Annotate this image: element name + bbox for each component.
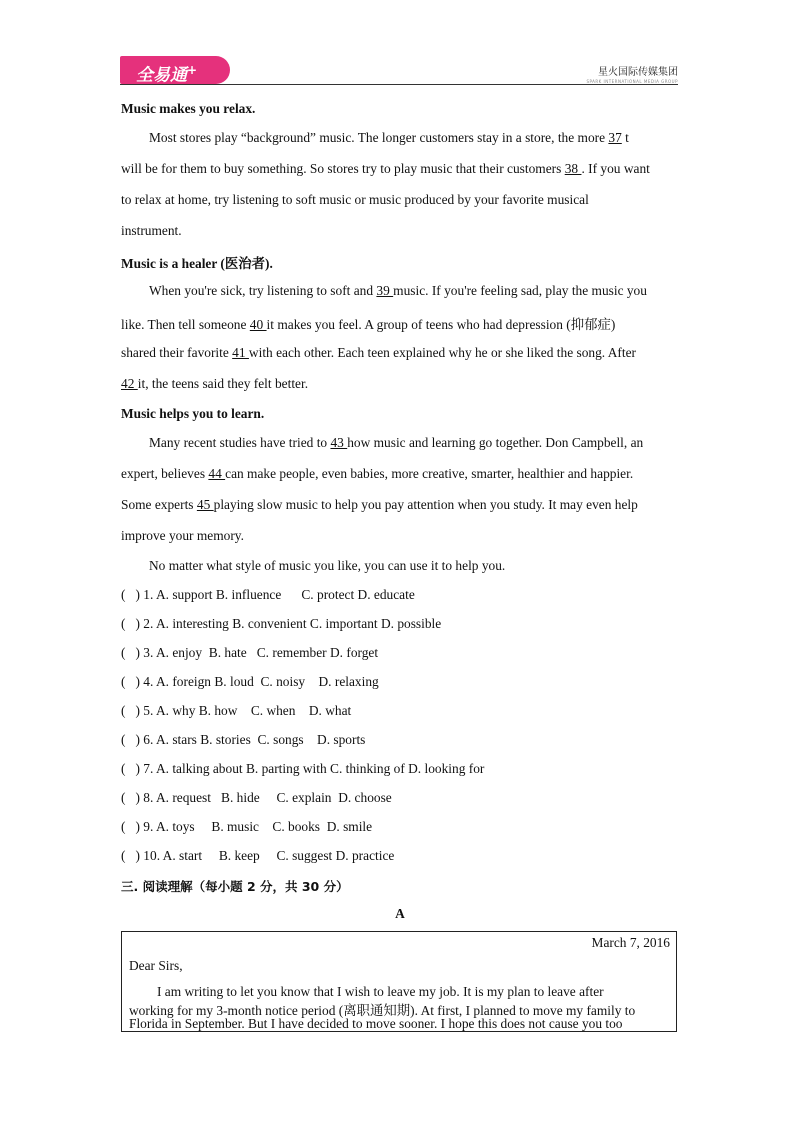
question-option-10: ( ) 10. A. start B. keep C. suggest D. practice [121,848,395,863]
blank-39: 39 [376,283,394,298]
paragraph-line: shared their favorite 41 with each other. Each teen explained why he or she liked the song. After [121,345,637,360]
paragraph-line: When you're sick, try listening to soft and 39 music. If you're feeling sad, play the music you [149,283,647,298]
paragraph-line: will be for them to buy something. So stores try to play music that their customers 38 . If you want [121,161,650,176]
blank-37: 37 [608,130,622,145]
paragraph-line: Most stores play “background” music. The longer customers stay in a store, the more 37 t [149,130,629,145]
question-option-9: ( ) 9. A. toys B. music C. books D. smile [121,819,373,834]
publisher-name-en: SPARK INTERNATIONAL MEDIA GROUP [586,79,678,84]
section-title-reading: 三. 阅读理解（每小题 2 分，共 30 分） [121,879,349,894]
blank-43: 43 [330,435,348,450]
blank-41: 41 [232,345,249,360]
paragraph-line: like. Then tell someone 40 it makes you feel. A group of teens who had depression (抑郁症) [121,317,616,332]
paragraph-line: improve your memory. [121,528,244,543]
blank-42: 42 [121,376,138,391]
publisher-name: 星火国际传媒集团 [598,67,678,78]
letter-body-line: Florida in September. But I have decided to move sooner. I hope this does not cause you too [129,1016,623,1031]
letter-greeting: Dear Sirs, [129,958,183,973]
question-option-3: ( ) 3. A. enjoy B. hate C. remember D. forget [121,645,379,660]
question-option-1: ( ) 1. A. support B. influence C. protect D. educate [121,587,415,602]
logo-text: 全易通 [136,65,187,86]
blank-45: 45 [196,497,214,512]
heading-healer: Music is a healer (医治者). [121,256,273,271]
letter-date: March 7, 2016 [591,935,670,950]
closing-line: No matter what style of music you like, you can use it to help you. [149,558,506,573]
blank-38: 38 [564,161,582,176]
paragraph-line: instrument. [121,223,182,238]
letter-box [121,931,677,1032]
header-divider [120,84,678,85]
question-option-2: ( ) 2. A. interesting B. convenient C. important D. possible [121,616,442,631]
question-option-5: ( ) 5. A. why B. how C. when D. what [121,703,352,718]
paragraph-line: 42 it, the teens said they felt better. [121,376,309,391]
logo-plus: + [187,63,198,77]
question-option-4: ( ) 4. A. foreign B. loud C. noisy D. relaxing [121,674,379,689]
question-option-8: ( ) 8. A. request B. hide C. explain D. choose [121,790,392,805]
brand-logo [120,56,230,84]
heading-learn: Music helps you to learn. [121,406,265,421]
passage-label: A [395,906,405,921]
publisher-brand [586,63,678,84]
heading-relax: Music makes you relax. [121,101,256,116]
question-option-7: ( ) 7. A. talking about B. parting with C. thinking of D. looking for [121,761,485,776]
paragraph-line: expert, believes 44 can make people, even babies, more creative, smarter, healthier and happier. [121,466,634,481]
letter-body-line: I am writing to let you know that I wish to leave my job. It is my plan to leave after [157,984,604,999]
paragraph-line: Some experts 45 playing slow music to help you pay attention when you study. It may even help [121,497,638,512]
blank-44: 44 [208,466,226,481]
blank-40: 40 [249,317,267,332]
paragraph-line: Many recent studies have tried to 43 how music and learning go together. Don Campbell, an [149,435,644,450]
question-option-6: ( ) 6. A. stars B. stories C. songs D. sports [121,732,366,747]
paragraph-line: to relax at home, try listening to soft music or music produced by your favorite musical [121,192,589,207]
letter-body-line: working for my 3-month notice period (离职通知期). At first, I planned to move my family to [129,1003,636,1018]
